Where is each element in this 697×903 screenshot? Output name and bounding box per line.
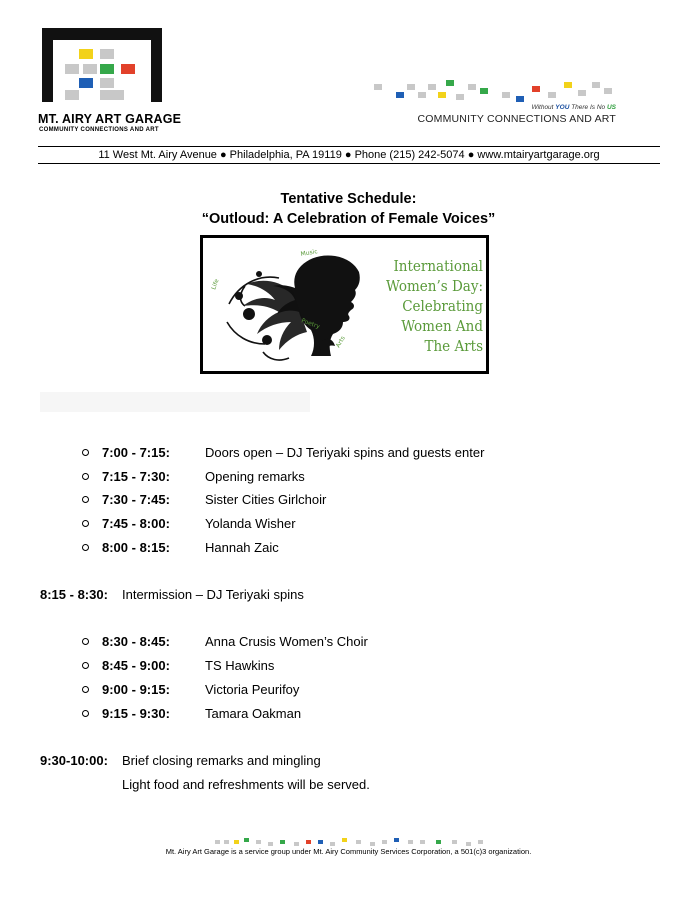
logo-square <box>65 64 79 74</box>
footer-square <box>436 840 441 844</box>
item-desc: Yolanda Wisher <box>205 516 296 531</box>
brand-square <box>438 92 446 98</box>
heading-line-1: Tentative Schedule: <box>280 191 417 207</box>
footer-square <box>280 840 285 844</box>
logo-square <box>100 64 114 74</box>
item-desc: Anna Crusis Women’s Choir <box>205 634 368 649</box>
svg-text:Arts: Arts <box>334 335 347 349</box>
item-desc: Hannah Zaic <box>205 540 279 555</box>
footer-square <box>244 838 249 842</box>
bullet-icon <box>82 686 89 693</box>
item-time: 9:00 - 9:15: <box>102 682 170 697</box>
closing-row <box>40 753 440 773</box>
bullet-icon <box>82 662 89 669</box>
faded-text-artifact <box>40 392 310 412</box>
logo-square <box>100 78 114 88</box>
logo-square <box>83 64 97 74</box>
item-desc: Tamara Oakman <box>205 706 302 721</box>
brand-square <box>516 96 524 102</box>
logo-subtitle: COMMUNITY CONNECTIONS AND ART <box>39 127 159 133</box>
banner-line: The Arts <box>424 337 483 355</box>
logo-square <box>100 90 114 100</box>
logo-frame-right <box>151 28 162 102</box>
svg-text:Music: Music <box>300 248 319 258</box>
footer-text: Mt. Airy Art Garage is a service group under Mt. Airy Community Services Corporation, a 501(c)3 organization. <box>165 847 532 856</box>
art-garage-logo <box>38 28 182 138</box>
footer-square <box>256 840 261 844</box>
item-desc: Doors open – DJ Teriyaki spins and guests enter <box>205 445 485 460</box>
intermission-desc: Intermission – DJ Teriyaki spins <box>122 587 304 602</box>
svg-text:Poetry: Poetry <box>300 317 321 331</box>
footer-square <box>370 842 375 846</box>
brand-square <box>532 86 540 92</box>
page-heading <box>0 189 697 229</box>
brand-tagline: Without YOU There Is No US <box>531 104 616 111</box>
footer-square <box>330 842 335 846</box>
item-desc: Sister Cities Girlchoir <box>205 492 327 507</box>
closing-desc: Brief closing remarks and mingling <box>122 753 321 768</box>
address-rule-bottom <box>38 163 660 164</box>
footer-square <box>268 842 273 846</box>
banner-line: Women And <box>401 317 483 335</box>
brand-square <box>374 84 382 90</box>
logo-square <box>65 90 79 100</box>
address-rule-top <box>38 146 660 147</box>
footer-square <box>224 840 229 844</box>
woman-silhouette-illustration <box>209 244 379 369</box>
item-time: 7:30 - 7:45: <box>102 492 170 507</box>
footer-square <box>306 840 311 844</box>
brand-square <box>564 82 572 88</box>
brand-square <box>468 84 476 90</box>
footer-square <box>394 838 399 842</box>
bullet-icon <box>82 710 89 717</box>
bullet-icon <box>82 544 89 551</box>
brand-square <box>592 82 600 88</box>
item-desc: Victoria Peurifoy <box>205 682 300 697</box>
logo-square <box>79 78 93 88</box>
brand-name: COMMUNITY CONNECTIONS AND ART <box>417 113 616 125</box>
bullet-icon <box>82 449 89 456</box>
closing-note: Light food and refreshments will be served. <box>122 777 370 792</box>
banner-line: International <box>393 257 483 275</box>
svg-text:Life: Life <box>210 278 221 291</box>
intermission-row <box>40 587 440 607</box>
brand-square <box>396 92 404 98</box>
header-branding <box>370 78 620 128</box>
closing-time: 9:30-10:00: <box>40 753 108 768</box>
item-time: 9:15 - 9:30: <box>102 706 170 721</box>
brand-square <box>502 92 510 98</box>
brand-square <box>407 84 415 90</box>
item-time: 7:45 - 8:00: <box>102 516 170 531</box>
banner-title <box>379 256 483 356</box>
heading-line-2: “Outloud: A Celebration of Female Voices” <box>201 211 496 227</box>
footer-square <box>408 840 413 844</box>
footer-square <box>382 840 387 844</box>
logo-title: MT. AIRY ART GARAGE <box>38 112 182 126</box>
brand-square <box>604 88 612 94</box>
womens-day-banner <box>200 235 489 374</box>
footer-square <box>342 838 347 842</box>
logo-frame-left <box>42 28 53 102</box>
logo-square <box>79 49 93 59</box>
item-time: 8:30 - 8:45: <box>102 634 170 649</box>
item-time: 7:15 - 7:30: <box>102 469 170 484</box>
footer-square <box>466 842 471 846</box>
brand-square <box>456 94 464 100</box>
footer-square <box>452 840 457 844</box>
logo-square <box>114 90 124 100</box>
footer-square <box>215 840 220 844</box>
banner-line: Women’s Day: <box>386 277 483 295</box>
brand-square <box>446 80 454 86</box>
logo-frame-top <box>42 28 162 40</box>
brand-square <box>428 84 436 90</box>
intermission-time: 8:15 - 8:30: <box>40 587 108 602</box>
item-desc: TS Hawkins <box>205 658 275 673</box>
brand-square <box>578 90 586 96</box>
footer-square <box>294 842 299 846</box>
footer-square <box>478 840 483 844</box>
logo-square <box>100 49 114 59</box>
item-time: 8:00 - 8:15: <box>102 540 170 555</box>
footer-square <box>356 840 361 844</box>
logo-square <box>121 64 135 74</box>
item-desc: Opening remarks <box>205 469 305 484</box>
bullet-icon <box>82 638 89 645</box>
item-time: 7:00 - 7:15: <box>102 445 170 460</box>
footer-square <box>318 840 323 844</box>
footer-square <box>234 840 239 844</box>
bullet-icon <box>82 473 89 480</box>
footer-square <box>420 840 425 844</box>
address-bar: 11 West Mt. Airy Avenue ● Philadelphia, PA 19119 ● Phone (215) 242-5074 ● www.mtairyartgarage.org <box>98 149 600 161</box>
item-time: 8:45 - 9:00: <box>102 658 170 673</box>
brand-square <box>418 92 426 98</box>
brand-square <box>548 92 556 98</box>
bullet-icon <box>82 520 89 527</box>
bullet-icon <box>82 496 89 503</box>
banner-line: Celebrating <box>402 297 483 315</box>
brand-square <box>480 88 488 94</box>
